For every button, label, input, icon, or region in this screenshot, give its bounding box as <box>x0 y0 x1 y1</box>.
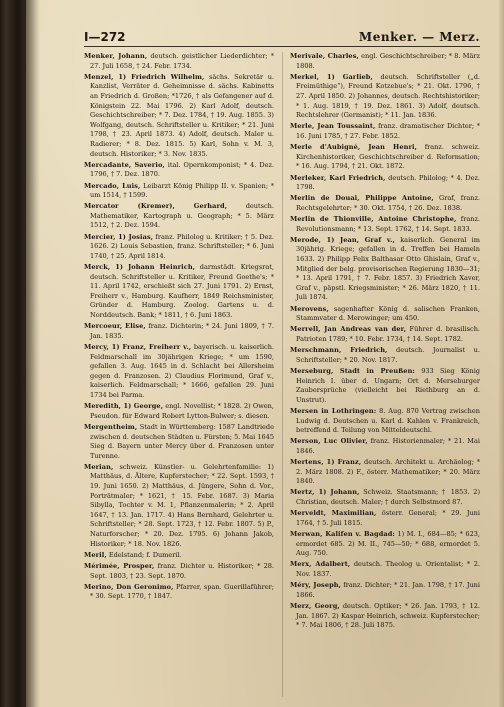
entry-headword: Méry, Joseph, <box>290 581 342 590</box>
entry-text: deutsch. Architekt u. Archäolog; * 2. März 1808. 2) F., österr. Mathematiker; * 20. März 1840. <box>296 458 480 486</box>
entry-text: bayerisch. u. kaiserlich. Feldmarschall im 30jährigen Kriege; * um 1590, gefallen 3. Aug. 1645 in d. Schlacht bei Allersheim gegen d. Franzosen. 2) Claudius Florimund, Graf v., kaiserlich. Feldmarschall; * 1666, gefallen 29. Juni 1734 bei Parma. <box>90 342 274 399</box>
entry-headword: Mertens, 1) Franz, <box>290 458 362 467</box>
dictionary-entry <box>84 402 274 421</box>
entry-headword: Mercator (Kremer), Gerhard, <box>84 202 228 211</box>
entry-headword: Meril, <box>84 550 107 559</box>
entry-headword: Merz, Georg, <box>290 601 340 610</box>
dictionary-entry <box>290 437 480 456</box>
entry-text: deutsch. Philolog; * 4. Dez. 1798. <box>296 173 480 192</box>
right-column <box>290 52 480 700</box>
entry-text: 933 Sieg König Heinrich I. über d. Ungarn; Ort d. Merseburger Zaubersprüche (vielleicht bei Riethburg an d. Unstrut). <box>296 366 480 404</box>
entry-headword: Merle, Jean Toussaint, <box>290 122 376 131</box>
entry-headword: Mercado, Luis, <box>84 181 141 190</box>
entry-text: engl. Novellist; * 1828. 2) Owen, Pseudon. für Edward Robert Lytton-Bulwer; s. diesen. <box>90 402 274 420</box>
entry-headword: Merwan, Kalifen v. Bagdad: <box>290 530 395 538</box>
dictionary-entry <box>290 560 480 579</box>
entry-text: deutsch. Theolog u. Orientalist; * 2. Nov. 1837. <box>296 560 480 578</box>
dictionary-entry <box>84 463 274 549</box>
dictionary-entry <box>290 122 480 141</box>
page-folio: I—272 <box>84 30 126 44</box>
entry-text: Edelstand; f. Dumeril. <box>108 550 182 559</box>
entry-headword: Menzel, 1) Friedrich Wilhelm, <box>84 72 205 81</box>
entry-headword: Merseburg, Stadt in Preußen: <box>290 366 415 375</box>
dictionary-entry <box>290 143 480 172</box>
entry-text: franz. schweiz. Kirchenhistoriker, Geschichtschreiber d. Reformation; * 16. Aug. 1794, † 21. Okt. 1872. <box>296 143 480 171</box>
dictionary-entry <box>290 215 480 234</box>
dictionary-entry <box>290 602 480 631</box>
dictionary-entry <box>290 488 480 507</box>
dictionary-entry <box>84 233 274 262</box>
entry-text: franz. Revolutionsmann; * 13. Sept. 1762, † 14. Sept. 1833. <box>296 215 480 233</box>
entry-text: deutsch. Schriftsteller („d. Freimüthige“), Freund Kotzebue's; * 21. Okt. 1796, † 27. April 1850. 2) Johannes, deutsch. Rechtshistoriker; * 1. Aug. 1819, † 19. Dez. 1861. 3) Adolf, deutsch. Rechtslehrer (Germanist); * 11. Jan. 1836. <box>296 72 480 120</box>
gutter-shadow <box>26 0 40 707</box>
entry-headword: Merck, 1) Johann Heinrich, <box>84 263 196 272</box>
dictionary-entry <box>290 174 480 193</box>
entry-text: deutsch. Mathematiker, Kartograph u. Geograph; * 5. März 1512, † 2. Dez. 1594. <box>90 202 274 230</box>
entry-text: Graf, franz. Rechtsgelehrter; * 30. Okt. 1754, † 26. Dez. 1838. <box>296 194 480 212</box>
entry-text: österr. General; * 29. Juni 1764, † 5. Juli 1815. <box>296 509 480 527</box>
dictionary-entry <box>84 263 274 321</box>
dictionary-entry <box>290 367 480 405</box>
dictionary-entry <box>84 423 274 461</box>
entry-headword: Merode, 1) Jean, Graf v., <box>290 235 395 244</box>
dictionary-entry <box>84 322 274 341</box>
entry-text: sächs. Sekretär u. Kanzlist, Verräter d. Geheimnisse d. sächs. Kabinetts an Friedrich d. Großen; *1726, † als Gefangener auf d. Königstein 22. Mai 1796. 2) Karl Adolf, deutsch. Geschichtschreiber; * 7. Dez. 1784, † 19. Aug. 1855. 3) Wolfgang, deutsch. Schriftsteller u. Kritiker; * 21. Juni 1798, † 23. April 1873. 4) Adolf, deutsch. Maler u. Radierer; * 8. Dez. 1815. 5) Karl, Sohn v. M. 3, deutsch. Historiker; * 3. Nov. 1835. <box>90 72 274 158</box>
dictionary-entry <box>84 161 274 180</box>
entry-headword: Merivale, Charles, <box>290 52 359 60</box>
dictionary-entry <box>290 530 480 559</box>
dictionary-entry <box>84 182 274 201</box>
dictionary-entry <box>84 73 274 159</box>
dictionary-entry <box>290 305 480 324</box>
dictionary-entry <box>84 343 274 401</box>
entry-text: franz. Dichter u. Historiker; * 28. Sept. 1803, † 23. Sept. 1870. <box>90 562 274 580</box>
entry-text: kaiserlich. General im 30jährig. Kriege; gefallen in d. Treffen bei Hameln 1633. 2) Philipp Felix Balthasar Otto Ghislain, Graf v., Mitglied der belg. provisorischen Regierung 1830—31; * 13. April 1791, † 7. Febr. 1857. 3) Friedrich Xaver, Graf v., päpstl. Kriegsminister; * 26. März 1820, † 11. Juli 1874. <box>296 235 480 302</box>
dictionary-entry <box>290 509 480 528</box>
entry-text: sagenhafter König d. salischen Franken, Stammvater d. Merowinger; um 450. <box>296 304 480 323</box>
dictionary-entry <box>290 325 480 344</box>
entry-text: franz. Philolog u. Kritiker; † 5. Dez. 1626. 2) Louis Sebastien, franz. Schriftsteller; * 6. Juni 1740, † 25. April 1814. <box>90 232 274 260</box>
entry-text: engl. Geschichtschreiber; * 8. März 1808. <box>296 52 480 70</box>
dictionary-entry <box>290 73 480 121</box>
dictionary-entry <box>290 346 480 365</box>
entry-headword: Merveldt, Maximilian, <box>290 509 377 518</box>
page-header <box>84 26 480 47</box>
dictionary-entry <box>290 407 480 436</box>
dictionary-entry <box>290 581 480 600</box>
entry-text: Leibarzt König Philipp II. v. Spanien; * um 1514, † 1599. <box>90 181 274 200</box>
entry-headword: Merovens, <box>290 304 329 313</box>
entry-headword: Merlin de Douai, Philippe Antoine, <box>290 194 434 203</box>
entry-headword: Merkel, 1) Garlieb, <box>290 72 373 81</box>
entry-headword: Merrell, Jan Andreas van der, <box>290 325 407 334</box>
entry-text: franz. Dichter; * 21. Jan. 1798, † 17. Juni 1866. <box>296 581 480 599</box>
dictionary-entry <box>290 52 480 71</box>
entry-headword: Merleker, Karl Friedrich, <box>290 173 386 182</box>
running-head: Menker. — Merz. <box>358 30 480 44</box>
entry-text: Führer d. brasilisch. Patrioten 1789; * 10. Febr. 1734, † 14. Sept. 1782. <box>296 325 480 343</box>
entry-text: schweiz. Künstler- u. Gelehrtenfamilie: 1) Matthäus, d. Ältere, Kupferstecher; * 22. Sept. 1593, † 19. Juni 1650. 2) Matthäus, d. Jüngere, Sohn d. Vor., Porträtmaler; * 1621, † 15. Febr. 1687. 3) Maria Sibylla, Tochter v. M. 1, Pflanzenmalerin; * 2. April 1647, † 13. Jan. 1717. 4) Hans Bernhard, Gelehrter u. Schriftsteller; * 28. Sept. 1723, † 12. Febr. 1807. 5) P., Naturforscher; * 20. Dez. 1795. 6) Johann Jakob, Historiker; * 18. Nov. 1826. <box>90 462 274 548</box>
entry-headword: Meredith, 1) George, <box>84 402 164 411</box>
entry-text: ital. Opernkomponist; * 4. Dez. 1796, † 7. Dez. 1870. <box>90 160 274 179</box>
entry-text: 8. Aug. 870 Vertrag zwischen Ludwig d. Deutschen u. Karl d. Kahlen v. Frankreich, betreffend d. Teilung von Mitteldeutschl. <box>296 406 480 435</box>
dictionary-entry <box>84 202 274 231</box>
entry-headword: Merlin de Thionville, Antoine Christophe, <box>290 215 457 224</box>
entry-text: franz. dramatischer Dichter; * 16. Juni 1785, † 27. Febr. 1852. <box>296 122 480 140</box>
page-edge <box>498 0 504 707</box>
dictionary-entry <box>84 52 274 71</box>
entry-text: Stadt in Württemberg: 1587 Landtriede zwischen d. deutschen Städten u. Fürsten; 5. Mai 1645 Sieg d. Bayern unter Mercy über d. Franzosen unter Turenne. <box>90 422 274 460</box>
dictionary-entry <box>84 551 274 561</box>
entry-text: 1) M. I., 684—85; * 623, ermordet 685. 2) M. II., 745—50; * 688, ermordet 5. Aug. 750. <box>296 530 480 558</box>
entry-text: deutsch. geistlicher Liederdichter; * 27. Juli 1658, † 24. Febr. 1734. <box>90 52 274 70</box>
entry-text: Schweiz. Staatsmann; † 1853. 2) Christian, deutsch. Maler; † durch Selbstmord 87. <box>296 488 480 507</box>
dictionary-entry <box>290 236 480 303</box>
entry-headword: Merino, Don Geronimo, <box>84 582 174 591</box>
entry-text: franz. Historienmaler; * 21. Mai 1846. <box>296 437 480 455</box>
dictionary-entry <box>84 562 274 581</box>
entry-headword: Mercier, 1) Josias, <box>84 232 154 241</box>
entry-headword: Mertz, 1) Johann, <box>290 488 360 497</box>
entry-headword: Mercadante, Saverio, <box>84 160 165 169</box>
entry-headword: Merian, <box>84 462 114 471</box>
entry-headword: Merschmann, Friedrich, <box>290 346 388 355</box>
entry-headword: Menker, Johann, <box>84 52 148 60</box>
entry-headword: Mergentheim, <box>84 422 138 431</box>
entry-text: deutsch. Optiker; * 26. Jan. 1793, † 12. Jan. 1867. 2) Kaspar Heinrich, schweiz. Kupferstecher; * 7. Mai 1806, † 28. Juli 1875. <box>296 601 480 630</box>
dictionary-entry <box>290 194 480 213</box>
dictionary-entry <box>84 583 274 602</box>
entry-headword: Mercy, 1) Franz, Freiherr v., <box>84 342 192 351</box>
entry-headword: Merson, Luc Olivier, <box>290 437 368 446</box>
entry-text: deutsch. Journalist u. Schriftsteller; * 20. Nov. 1817. <box>296 346 480 364</box>
entry-headword: Mersen in Lothringen: <box>290 406 377 415</box>
entry-text: darmstädt. Kriegsrat, deutsch. Schriftsteller u. Kritiker, Freund Goethe's; * 11. April 1742, erschießt sich 27. Juni 1791. 2) Ernst, Freiherr v., Hamburg. Kaufherr, 1849 Reichsminister, Gründer d. Hamburg. Zoolog. Gartens u. d. Norddeutsch. Bank; * 1811, † 6. Juni 1863. <box>90 263 274 319</box>
entry-text: Pfarrer, span. Guerillaführer; * 30. Sept. 1770, † 1847. <box>90 582 274 601</box>
two-column-text <box>84 52 480 700</box>
entry-headword: Mercoeur, Elise, <box>84 322 146 331</box>
entry-headword: Merle d'Aubigné, Jean Henri, <box>290 143 417 152</box>
entry-headword: Mérimée, Prosper, <box>84 562 155 570</box>
entry-headword: Merx, Adalbert, <box>290 560 351 569</box>
left-column <box>84 52 274 700</box>
entry-text: franz. Dichterin; * 24. Juni 1809, † 7. Jan. 1835. <box>90 322 274 340</box>
dictionary-entry <box>290 458 480 487</box>
